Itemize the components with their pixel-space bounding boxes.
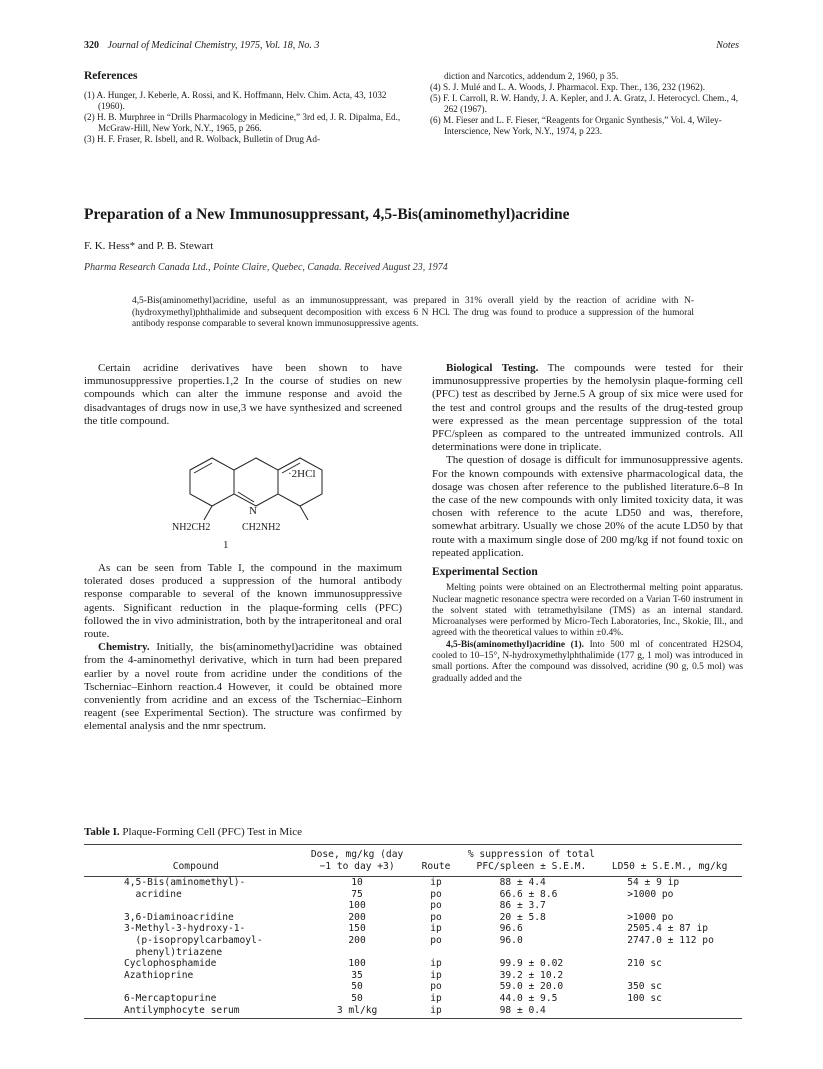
table-row [84, 923, 742, 935]
table-cell [308, 947, 407, 959]
table-cell [597, 970, 742, 982]
table-row [84, 900, 742, 912]
table-cell: >1000 po [627, 888, 674, 900]
table-row [84, 1005, 742, 1019]
table-cell: 88 ± 4.4 [499, 877, 546, 888]
table-cell: 66.6 ± 8.6 [499, 888, 558, 900]
table-header-row [84, 845, 742, 877]
running-header [84, 40, 739, 56]
table-cell: 350 sc [627, 981, 662, 993]
table-cell: 4,5-Bis(aminomethyl)- [124, 877, 246, 888]
table-row [84, 958, 742, 970]
reference-item: (4) S. J. Mulé and L. A. Woods, J. Pharmacol. Exp. Ther., 136, 232 (1962). [430, 82, 706, 92]
chemistry-paragraph [84, 641, 402, 733]
table-cell: 3 ml/kg [308, 1005, 407, 1019]
intro-paragraph: Certain acridine derivatives have been shown to have immunosuppressive properties.1,2 In the course of studies on new compounds which can alter the immune response and avoid the disadvantages of drugs now in use,3 we have synthesized and screened the title compound. [84, 362, 402, 427]
table-cell: 20 ± 5.8 [499, 911, 546, 923]
table-cell: 200 [348, 911, 366, 923]
table-cell [84, 981, 308, 993]
table-row [84, 993, 742, 1005]
compound-number: 1 [223, 539, 229, 551]
reference-item: (5) F. I. Carroll, R. W. Handy, J. A. Kepler, and J. A. Gratz, J. Heterocycl. Chem., 4, 262 (1967). [430, 93, 739, 114]
synthesis-paragraph [432, 640, 743, 685]
bio-testing-text: The compounds were tested for their immunosuppressive properties by the hemolysin plaque-forming cell (PFC) test as described by Jerne.5 A group of six mice were used for the test and control groups and the results of the drug-tested group were expressed as the mean percentage suppression of the total PFC/spleen as compared to the untreated immunized controls. All determinations were done in triplicate. [432, 362, 743, 454]
table-row [84, 889, 742, 901]
reference-item: diction and Narcotics, addendum 2, 1960, p 35. [444, 71, 619, 81]
bio-testing-paragraph [432, 362, 743, 454]
table-cell: po [430, 934, 442, 946]
table-cell: (p-isopropylcarbamoyl- [124, 934, 263, 946]
table-header-cell: % suppression of total PFC/spleen ± S.E.M. [466, 845, 598, 877]
right-column-body [432, 362, 743, 685]
table-cell: 2747.0 ± 112 po [627, 934, 714, 946]
left-column-intro [84, 362, 402, 428]
table-cell: 54 ± 9 ip [627, 877, 680, 888]
table-cell: 100 sc [627, 992, 662, 1004]
table-cell: 10 [351, 877, 363, 888]
table-cell: Azathioprine [124, 969, 194, 981]
table-cell: 6-Mercaptopurine [124, 992, 217, 1004]
table-cell: ip [430, 923, 442, 935]
synthesis-text: Into 500 ml of concentrated H2SO4, cooled to 10–15°, N-hydroxymethylphthalimide (177 g, 1 mol) was introduced in small portions. After the compound was dissolved, acridine (90 g, 0.5 mol) was gradually added and the [432, 639, 743, 684]
table-cell: ip [430, 992, 442, 1004]
table-cell: 86 ± 3.7 [499, 900, 546, 912]
bio-testing-heading: Biological Testing. [446, 362, 539, 374]
table-cell: 210 sc [627, 958, 662, 970]
table-row [84, 981, 742, 993]
table-cell: 96.0 [499, 934, 523, 946]
article-authors: F. K. Hess* and P. B. Stewart [84, 240, 214, 252]
table-cell: 3,6-Diaminoacridine [124, 911, 234, 923]
table-row [84, 912, 742, 924]
left-column-body [84, 562, 402, 734]
table-cell: po [430, 911, 442, 923]
table-cell: 99.9 ± 0.02 [499, 958, 564, 970]
table-caption-text: Plaque-Forming Cell (PFC) Test in Mice [119, 826, 303, 838]
salt-label: ·2HCl [288, 468, 316, 480]
table-cell: ip [430, 877, 442, 888]
reference-item: (2) H. B. Murphree in “Drills Pharmacology in Medicine,” 3rd ed, J. R. Dipalma, Ed., McGraw-Hill, New York, N.Y., 1965, p 266. [84, 112, 401, 133]
chemistry-heading: Chemistry. [98, 641, 150, 654]
article-affiliation: Pharma Research Canada Ltd., Pointe Claire, Quebec, Canada. Received August 23, 1974 [84, 262, 448, 273]
page-number: 320 [84, 40, 99, 51]
table-cell: acridine [124, 888, 182, 900]
section-label: Notes [716, 40, 739, 51]
table-cell: phenyl)triazene [124, 946, 223, 958]
synthesis-heading: 4,5-Bis(aminomethyl)acridine (1). [446, 639, 584, 650]
table-row [84, 970, 742, 982]
table-header-cell: Dose, mg/kg (day −1 to day +3) [308, 845, 407, 877]
table-cell: 100 [348, 958, 366, 970]
svg-text:N: N [249, 505, 257, 517]
table-cell [406, 947, 465, 959]
table-cell: ip [406, 1005, 465, 1019]
table-cell: 96.6 [499, 923, 523, 935]
table-cell [597, 900, 742, 912]
article-title: Preparation of a New Immunosuppressant, 4,5-Bis(aminomethyl)acridine [84, 206, 570, 223]
references-right [430, 71, 742, 137]
results-paragraph: As can be seen from Table I, the compound in the maximum tolerated doses produced a suppression of the humoral antibody response comparable to several of the known immunosuppressive agents. Significant reduction in the plaque-forming cells (PFC) followed the in vivo administration, both by the intraperitoneal and oral route. [84, 562, 402, 641]
table-row [84, 935, 742, 947]
table-cell: 3-Methyl-3-hydroxy-1- [124, 923, 246, 935]
table-cell [597, 947, 742, 959]
table-cell: po [430, 900, 442, 912]
table-cell: ip [430, 969, 442, 981]
reference-item: (6) M. Fieser and L. F. Fieser, “Reagents for Organic Synthesis,” Vol. 4, Wiley-Interscience, New York, N.Y., 1974, p 223. [430, 115, 722, 136]
table-row [84, 877, 742, 889]
table-header-cell: LD50 ± S.E.M., mg/kg [597, 845, 742, 877]
table-label: Table I. [84, 826, 120, 838]
table-header-cell: Route [406, 845, 465, 877]
table-caption [84, 826, 302, 838]
reference-item: (3) H. F. Fraser, R. Isbell, and R. Wolback, Bulletin of Drug Ad- [84, 134, 321, 144]
table-cell [597, 1005, 742, 1019]
table-cell: po [430, 981, 442, 993]
table-cell [466, 947, 598, 959]
table-cell [84, 900, 308, 912]
table-cell: po [430, 888, 442, 900]
table-cell: 50 [351, 981, 363, 993]
table-cell: 150 [348, 923, 366, 935]
table-cell: Antilymphocyte serum [84, 1005, 308, 1019]
chemistry-text: Initially, the bis(aminomethyl)acridine was obtained from the 4-aminomethyl derivative, which in turn had been prepared earlier by a novel route from acridine under the conditions of the Tscherniac–Einhorn reaction.4 However, it could be obtained more conveniently from acridine and an excess of the Tscherniac–Einhorn reagent (see Experimental Section). The structure was confirmed by elemental analysis and the nmr spectrum. [84, 641, 402, 733]
table-cell: ip [430, 958, 442, 970]
table-cell: 59.0 ± 20.0 [499, 981, 564, 993]
table-header-cell: Compound [84, 845, 308, 877]
table-cell: 35 [351, 969, 363, 981]
experimental-heading: Experimental Section [432, 566, 538, 579]
pfc-table [84, 844, 742, 1019]
table-cell: 200 [348, 934, 366, 946]
table-cell: >1000 po [627, 911, 674, 923]
table-cell: 75 [351, 888, 363, 900]
table-cell: Cyclophosphamide [124, 958, 217, 970]
dosage-paragraph: The question of dosage is difficult for immunosuppressive agents. For the known compounds with extensive pharmacological data, the dosage was chosen after reference to the published literature.6–8 In the case of the new compounds with only limited toxicity data, it was chosen with reference to the acute LD50 and was, therefore, somewhat arbitrary. Usually we chose 20% of the acute LD50 by that route with a maximum single dose of 200 mg/kg if not found toxic on repeated application. [432, 454, 743, 559]
journal-name: Journal of Medicinal Chemistry, 1975, Vol. 18, No. 3 [107, 40, 320, 51]
acridine-structure-diagram [160, 448, 360, 548]
experimental-paragraph: Melting points were obtained on an Electrothermal melting point apparatus. Nuclear magnetic resonance spectra were recorded on a Varian T-60 instrument in the solvent stated with tetramethylsilane (TMS) as an internal standard. Microanalyses were performed by Micro-Tech Laboratories, Inc., Skokie, Ill., and agreed with the theoretical values to within ±0.4%. [432, 583, 743, 639]
table-cell: 39.2 ± 10.2 [499, 969, 564, 981]
reference-item: (1) A. Hunger, J. Keberle, A. Rossi, and K. Hoffmann, Helv. Chim. Acta, 43, 1032 (1960). [84, 90, 387, 111]
references-heading: References [84, 70, 138, 82]
table-row [84, 947, 742, 959]
table-cell: 2505.4 ± 87 ip [627, 923, 709, 935]
table-cell: 44.0 ± 9.5 [499, 992, 558, 1004]
left-substituent: NH2CH2 [172, 522, 211, 533]
right-substituent: CH2NH2 [242, 522, 281, 533]
table-cell: 100 [348, 900, 366, 912]
table-cell: 98 ± 0.4 [466, 1005, 598, 1019]
references-left [84, 90, 410, 145]
article-abstract: 4,5-Bis(aminomethyl)acridine, useful as an immunosuppressant, was prepared in 31% overall yield by the reaction of acridine with N-(hydroxymethyl)phthalimide and subsequent decomposition with excess 6 N HCl. The drug was found to produce a suppression of the humoral antibody response comparable to several known immunosuppressive agents. [132, 296, 694, 330]
table-cell: 50 [351, 992, 363, 1004]
